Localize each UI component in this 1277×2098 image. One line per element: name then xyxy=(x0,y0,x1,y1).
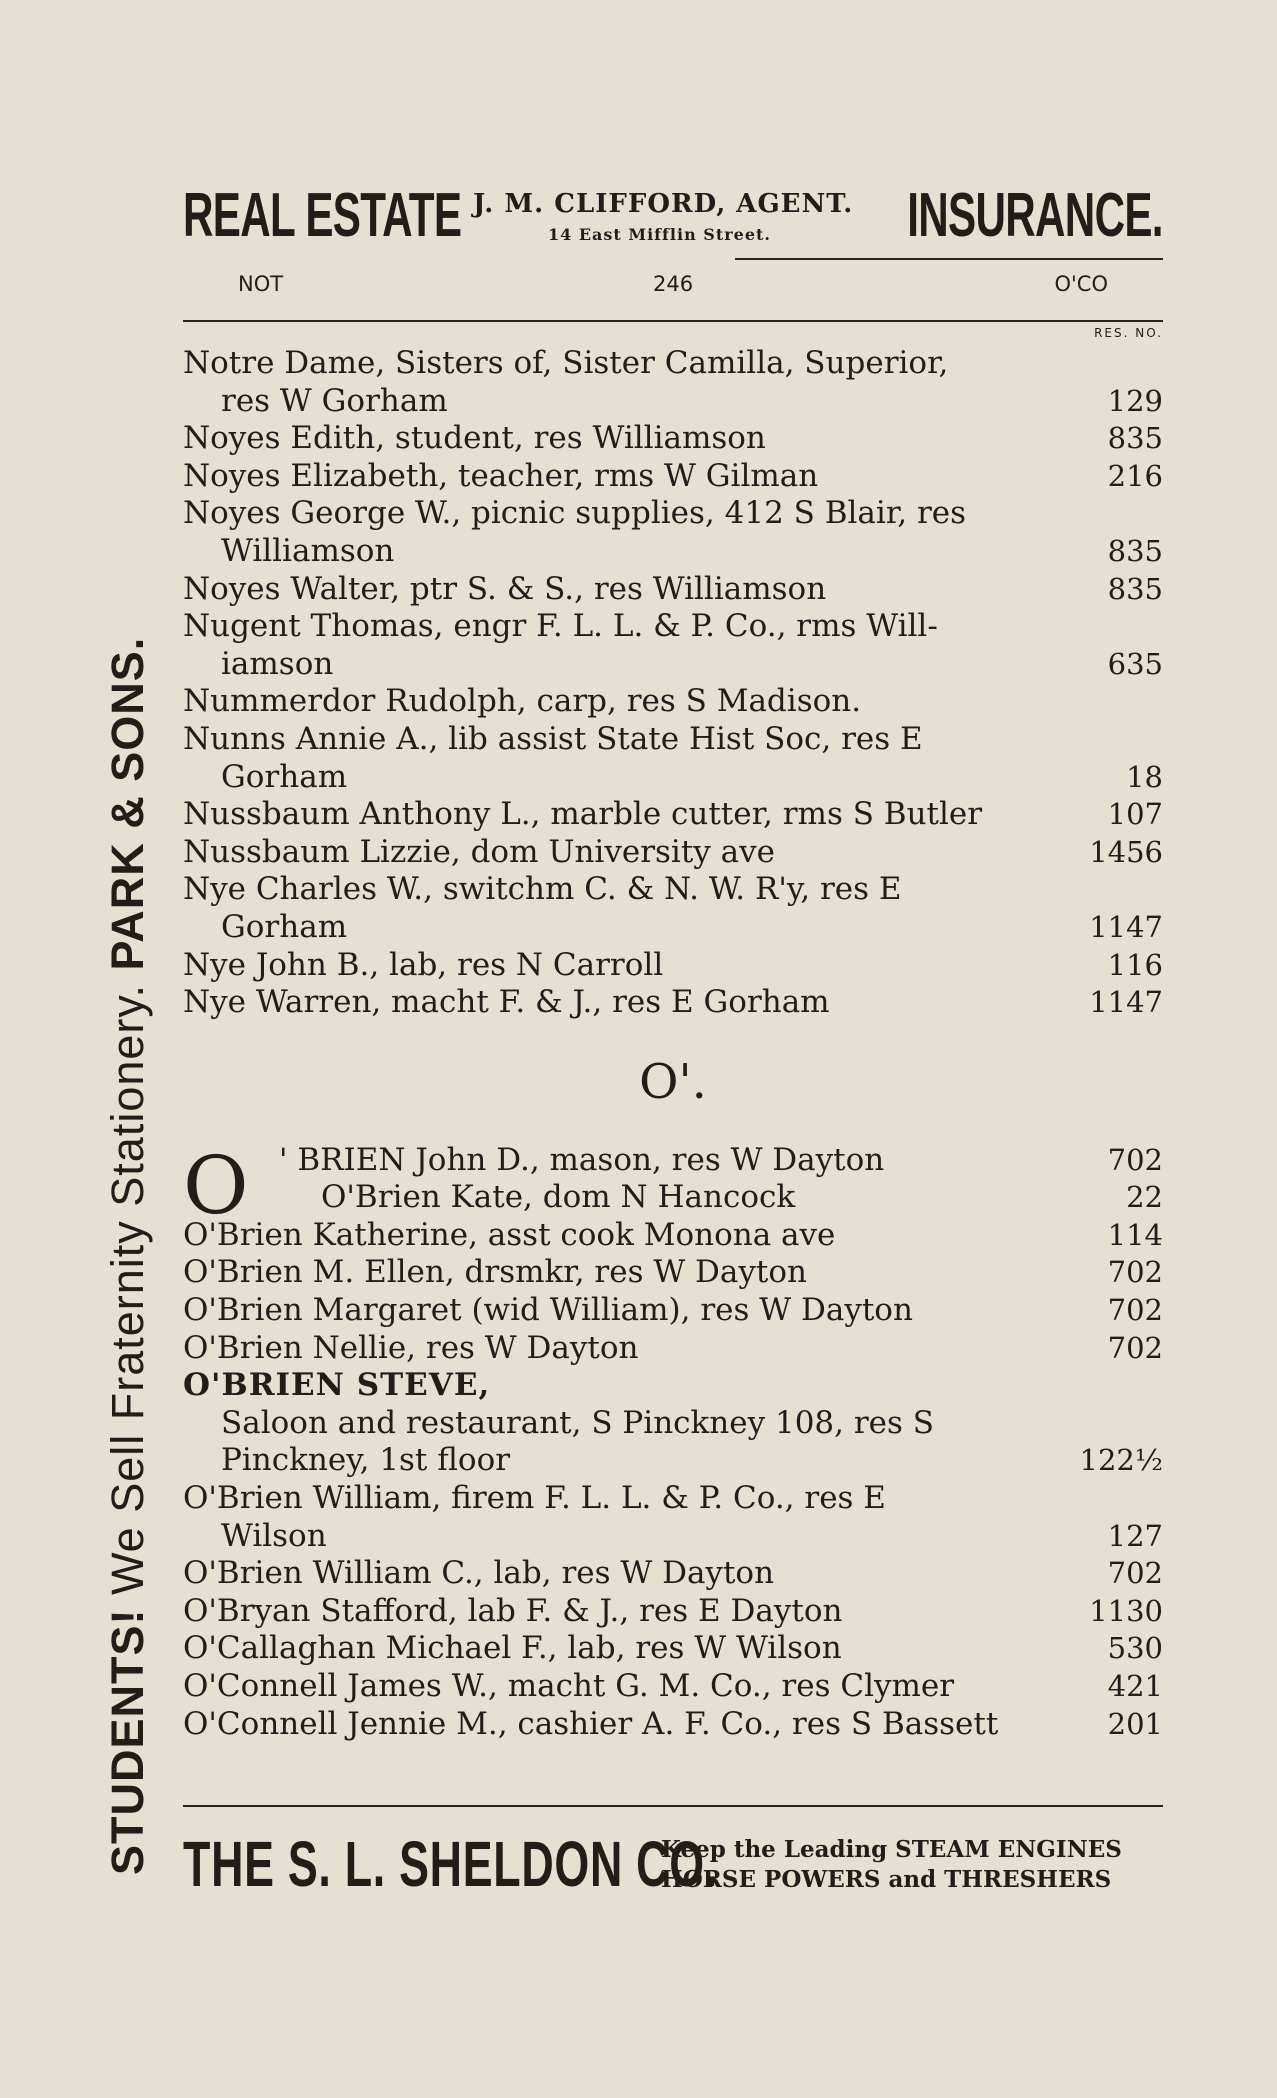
entry-text: Nummerdor Rudolph, carp, res S Madison. xyxy=(183,683,862,720)
entry-text: O'BRIEN STEVE, xyxy=(183,1367,491,1404)
entry-number: 1147 xyxy=(1089,985,1163,1020)
list-item xyxy=(183,495,1163,533)
entry-text: O'Brien Katherine, asst cook Monona ave xyxy=(183,1216,836,1253)
list-item xyxy=(183,871,1163,909)
list-item xyxy=(183,1330,1163,1368)
top-ad-insurance: INSURANCE. xyxy=(907,181,1163,250)
entry-text: Nye Charles W., switchm C. & N. W. R'y, res E xyxy=(183,871,902,908)
entry-number: 22 xyxy=(1126,1180,1163,1215)
directory-listing xyxy=(183,345,1163,1743)
list-item xyxy=(183,608,1163,646)
entry-number: 702 xyxy=(1107,1556,1163,1591)
entry-number: 107 xyxy=(1107,797,1163,832)
entry-text: O'Brien Margaret (wid William), res W Dayton xyxy=(183,1292,913,1329)
list-item xyxy=(183,646,1163,684)
entry-text: Williamson xyxy=(221,532,395,569)
side-ad-stationery: We Sell Fraternity Stationery. xyxy=(102,970,153,1609)
entry-text: O'Callaghan Michael F., lab, res W Wilson xyxy=(183,1630,842,1667)
entry-text: O'Brien Nellie, res W Dayton xyxy=(183,1329,639,1366)
list-item xyxy=(183,1593,1163,1631)
entry-text: O'Connell Jennie M., cashier A. F. Co., res S Bassett xyxy=(183,1705,999,1742)
entry-text: ' BRIEN John D., mason, res W Dayton xyxy=(279,1141,885,1178)
side-ad-park-sons: PARK & SONS. xyxy=(102,636,153,971)
list-item xyxy=(183,1706,1163,1744)
list-item xyxy=(183,759,1163,797)
header-rule xyxy=(183,320,1163,322)
entry-text: O'Brien William, firem F. L. L. & P. Co., res E xyxy=(183,1480,886,1517)
entry-number: 835 xyxy=(1107,533,1163,568)
section-letter: O'. xyxy=(639,1053,707,1110)
list-item xyxy=(183,1217,1163,1255)
entry-number: 127 xyxy=(1107,1518,1163,1553)
entry-text: Gorham xyxy=(221,908,348,945)
list-item xyxy=(183,1179,1163,1217)
entry-number: 216 xyxy=(1107,458,1163,493)
list-item xyxy=(183,947,1163,985)
list-item xyxy=(183,834,1163,872)
entry-number: 835 xyxy=(1107,421,1163,456)
list-item xyxy=(183,984,1163,1022)
top-rule-short xyxy=(735,258,1163,260)
entry-text: Gorham xyxy=(221,758,348,795)
entry-text: Nye Warren, macht F. & J., res E Gorham xyxy=(183,984,830,1021)
list-item xyxy=(183,721,1163,759)
list-item xyxy=(183,1555,1163,1593)
entry-text: O'Bryan Stafford, lab F. & J., res E Dayton xyxy=(183,1592,843,1629)
drop-cap: O xyxy=(183,1138,249,1232)
list-item xyxy=(183,420,1163,458)
top-advertisement xyxy=(183,181,1163,255)
entry-text: O'Brien Kate, dom N Hancock xyxy=(321,1179,796,1216)
list-item xyxy=(183,533,1163,571)
entry-number: 702 xyxy=(1107,1255,1163,1290)
column-header: RES. NO. xyxy=(1094,326,1163,340)
entry-number: 1130 xyxy=(1089,1593,1163,1628)
entry-text: iamson xyxy=(221,645,334,682)
list-item xyxy=(183,458,1163,496)
entry-number: 116 xyxy=(1107,947,1163,982)
entry-text: Nugent Thomas, engr F. L. L. & P. Co., rms Will- xyxy=(183,608,938,645)
list-item xyxy=(183,1518,1163,1556)
top-ad-real-estate: REAL ESTATE xyxy=(183,181,462,250)
entry-text: res W Gorham xyxy=(221,382,448,419)
entry-number: 702 xyxy=(1107,1330,1163,1365)
section-n-entries xyxy=(183,345,1163,1022)
entry-text: O'Connell James W., macht G. M. Co., res Clymer xyxy=(183,1668,955,1704)
top-ad-address: 14 East Mifflin Street. xyxy=(548,225,771,244)
list-item xyxy=(183,571,1163,609)
entry-number: 835 xyxy=(1107,571,1163,606)
entry-text: Wilson xyxy=(221,1517,327,1554)
running-head-left: NOT xyxy=(238,272,284,296)
bottom-ad-company: THE S. L. SHELDON CO. xyxy=(183,1828,718,1900)
bottom-ad-tagline-1: Keep the Leading STEAM ENGINES xyxy=(661,1836,1122,1863)
list-item xyxy=(183,1292,1163,1330)
list-item xyxy=(183,1480,1163,1518)
entry-number: 201 xyxy=(1107,1706,1163,1741)
entry-text: Notre Dame, Sisters of, Sister Camilla, Superior, xyxy=(183,345,949,381)
bottom-advertisement xyxy=(183,1828,1163,1902)
side-ad-students: STUDENTS! xyxy=(102,1608,153,1875)
entry-text: Noyes George W., picnic supplies, 412 S Blair, res xyxy=(183,495,967,532)
entry-text: Saloon and restaurant, S Pinckney 108, res S xyxy=(221,1404,935,1441)
list-item xyxy=(183,1630,1163,1668)
top-ad-agent: J. M. CLIFFORD, AGENT. xyxy=(473,189,854,219)
entry-text: Nunns Annie A., lib assist State Hist Soc, res E xyxy=(183,720,923,757)
list-item xyxy=(183,796,1163,834)
side-advertisement xyxy=(102,175,153,1875)
running-head-right: O'CO xyxy=(1054,272,1108,296)
list-item xyxy=(183,1668,1163,1706)
entry-number: 1147 xyxy=(1089,909,1163,944)
entry-text: Noyes Walter, ptr S. & S., res Williamson xyxy=(183,570,827,607)
list-item xyxy=(183,909,1163,947)
entry-number: 530 xyxy=(1107,1631,1163,1666)
entry-text: Noyes Elizabeth, teacher, rms W Gilman xyxy=(183,457,819,494)
list-item xyxy=(183,1254,1163,1292)
page-number: 246 xyxy=(653,272,694,296)
entry-number: 1456 xyxy=(1089,834,1163,869)
bottom-ad-tagline-2: HORSE POWERS and THRESHERS xyxy=(661,1866,1112,1893)
entry-number: 702 xyxy=(1107,1142,1163,1177)
entry-text: Noyes Edith, student, res Williamson xyxy=(183,420,766,457)
entry-text: Nussbaum Anthony L., marble cutter, rms S Butler xyxy=(183,796,983,833)
entry-number: 702 xyxy=(1107,1293,1163,1328)
list-item xyxy=(183,345,1163,383)
entry-number: 129 xyxy=(1107,383,1163,418)
list-item xyxy=(183,383,1163,421)
entry-text: O'Brien M. Ellen, drsmkr, res W Dayton xyxy=(183,1254,807,1291)
entry-text: Nye John B., lab, res N Carroll xyxy=(183,946,664,983)
entry-text: O'Brien William C., lab, res W Dayton xyxy=(183,1555,775,1592)
bottom-rule xyxy=(183,1805,1163,1807)
list-item xyxy=(183,1442,1163,1480)
entry-number: 421 xyxy=(1107,1669,1163,1703)
entry-number: 18 xyxy=(1126,759,1163,794)
entry-number: 114 xyxy=(1107,1217,1163,1252)
entry-text: Nussbaum Lizzie, dom University ave xyxy=(183,833,776,870)
section-o-entries xyxy=(183,1217,1163,1743)
entry-text: Pinckney, 1st floor xyxy=(221,1442,511,1479)
entry-number: 122½ xyxy=(1079,1443,1163,1478)
list-item xyxy=(183,683,1163,721)
list-item xyxy=(183,1405,1163,1443)
entry-number: 635 xyxy=(1107,646,1163,681)
list-item xyxy=(183,1367,1163,1405)
